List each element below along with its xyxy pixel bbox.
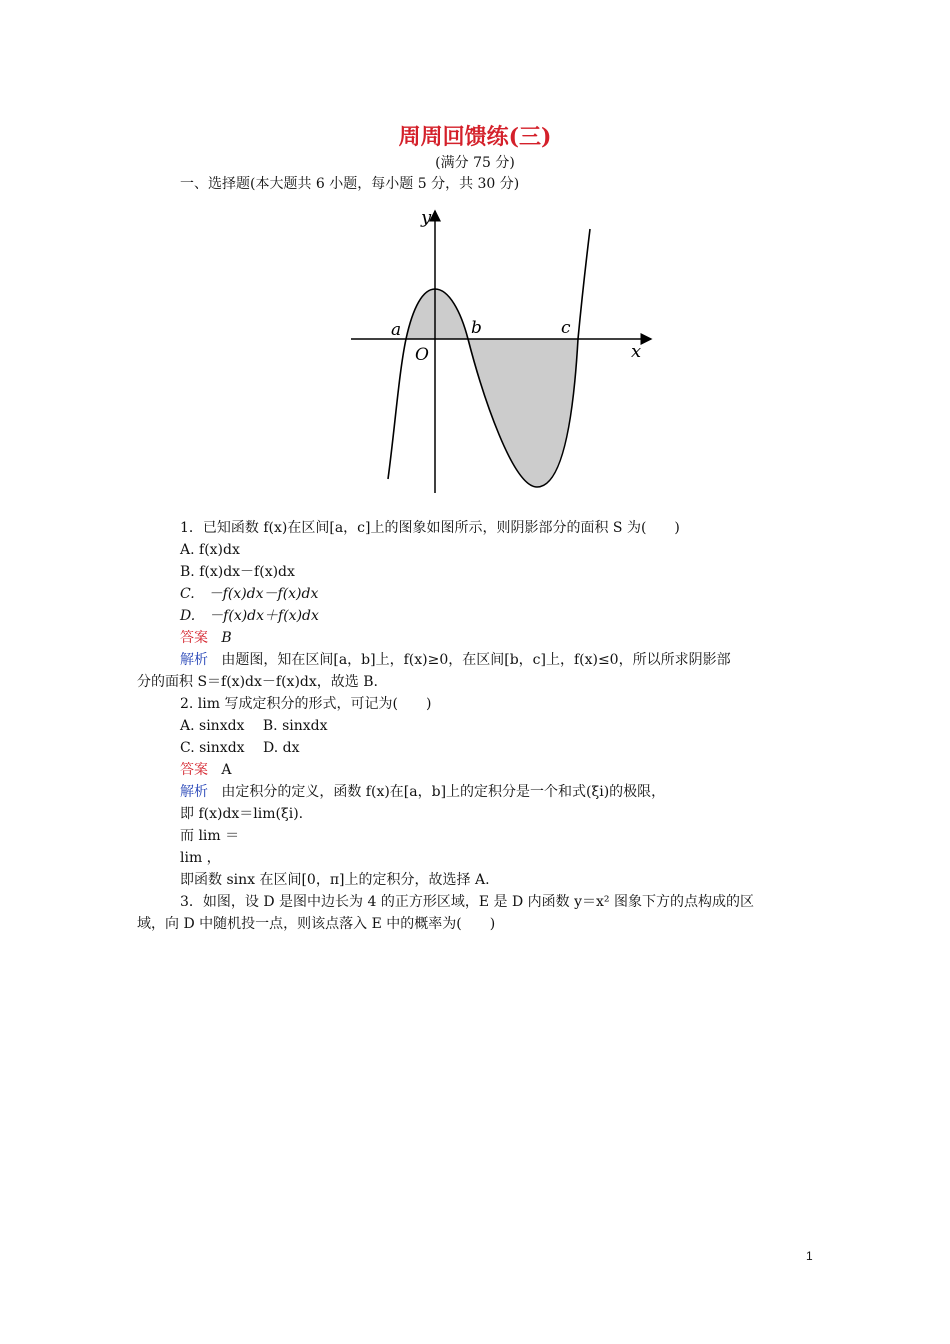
function-graph-figure <box>333 197 661 509</box>
origin-label: O <box>415 345 429 365</box>
point-a-label: a <box>391 320 402 340</box>
q1-answer-label: 答案 <box>180 630 208 646</box>
q1-analysis-row <box>180 650 731 670</box>
page-number: 1 <box>806 1249 813 1263</box>
x-axis-label: x <box>631 341 642 362</box>
q3-stem-1: 3．如图，设 D 是图中边长为 4 的正方形区域，E 是 D 内函数 y＝x² 图象下方的点构成的区 <box>180 894 754 910</box>
q2-analysis-1: 由定积分的定义，函数 f(x)在[a，b]上的定积分是一个和式(ξi)的极限， <box>221 784 666 800</box>
q1-option-d: D. －f(x)dx＋f(x)dx <box>180 608 319 624</box>
shaded-region-bc <box>468 339 578 487</box>
y-axis-label: y <box>421 207 432 228</box>
q1-analysis-1: 由题图，知在区间[a，b]上，f(x)≥0，在区间[b，c]上，f(x)≤0，所以所求阴影部 <box>221 652 731 668</box>
q1-stem: 1．已知函数 f(x)在区间[a，c]上的图象如图所示，则阴影部分的面积 S 为( ) <box>180 520 680 536</box>
q2-answer: A <box>221 762 232 778</box>
function-graph <box>333 197 661 509</box>
q2-analysis-row <box>180 782 665 802</box>
page-title: 周周回馈练(三) <box>398 124 552 150</box>
q3-stem-2: 域，向 D 中随机投一点，则该点落入 E 中的概率为( ) <box>137 916 496 932</box>
q2-analysis-3: 而 lim ＝ <box>180 828 240 844</box>
point-c-label: c <box>561 318 571 338</box>
q1-answer-row <box>180 628 232 648</box>
q2-options-ab: A. sinxdx B. sinxdx <box>180 718 328 734</box>
section-heading: 一、选择题(本大题共 6 小题，每小题 5 分，共 30 分) <box>180 176 520 192</box>
score-note: (满分 75 分) <box>435 155 515 171</box>
q2-analysis-5: 即函数 sinx 在区间[0，π]上的定积分，故选择 A. <box>180 872 490 888</box>
point-b-label: b <box>471 318 482 338</box>
q2-stem: 2. lim 写成定积分的形式，可记为( ) <box>180 696 432 712</box>
q2-answer-row <box>180 760 231 780</box>
q2-analysis-label: 解析 <box>180 784 208 800</box>
q1-option-a: A. f(x)dx <box>180 542 240 558</box>
q2-options-cd: C. sinxdx D. dx <box>180 740 300 756</box>
q1-analysis-label: 解析 <box>180 652 208 668</box>
q1-analysis-2: 分的面积 S＝f(x)dx－f(x)dx，故选 B. <box>137 674 378 690</box>
q2-answer-label: 答案 <box>180 762 208 778</box>
q1-answer: B <box>221 630 232 646</box>
q1-option-b: B. f(x)dx－f(x)dx <box>180 564 295 580</box>
q2-analysis-2: 即 f(x)dx＝lim(ξi). <box>180 806 304 822</box>
q1-option-c: C. －f(x)dx－f(x)dx <box>180 586 319 602</box>
q2-analysis-4: lim ， <box>180 850 221 866</box>
